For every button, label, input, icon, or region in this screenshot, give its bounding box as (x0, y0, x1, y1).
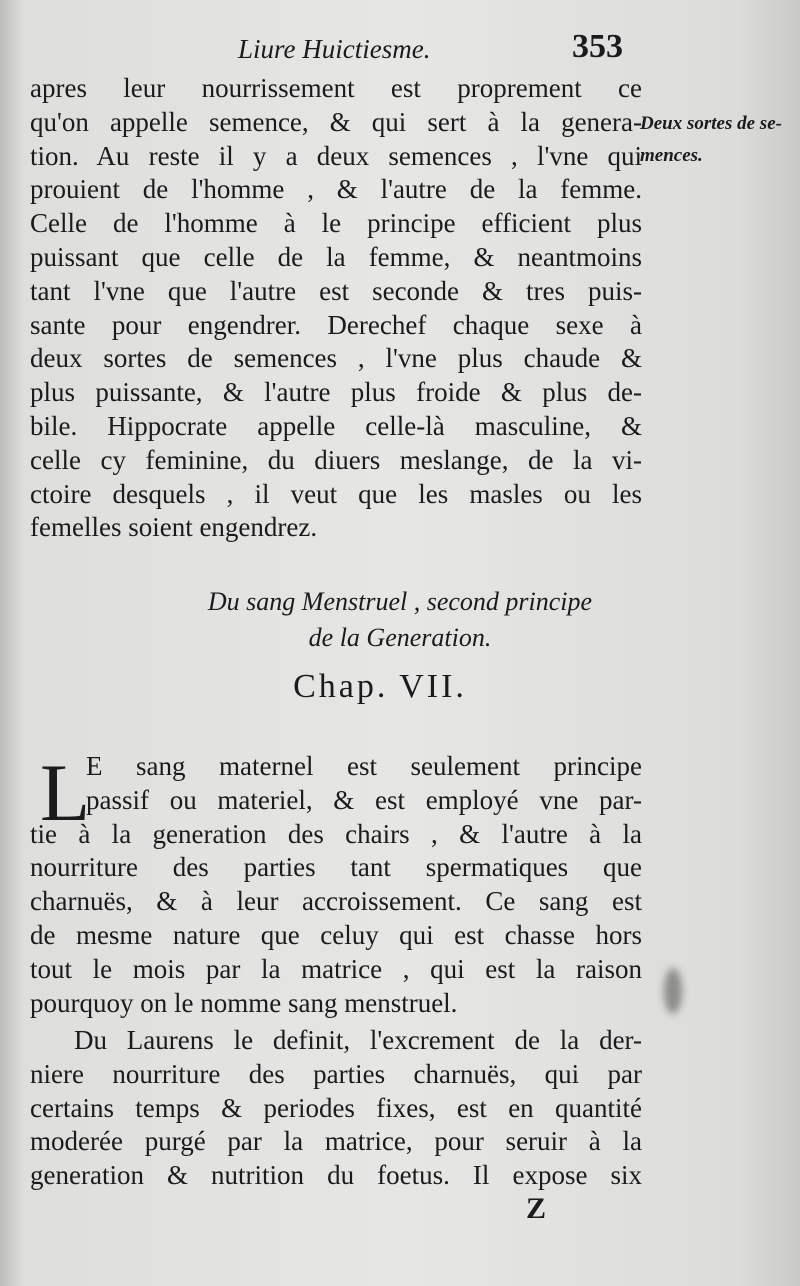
subheading-line: Du sang Menstruel , second principe (207, 587, 593, 616)
text-line: Celle de l'homme à le principe efficient plus (30, 208, 642, 239)
subheading-line: de la Generation. (308, 623, 492, 652)
text-line: celle cy feminine, du diuers meslange, de la vi- (30, 444, 642, 475)
text-line: prouient de l'homme , & l'autre de la femme. (30, 174, 642, 205)
page-number: 353 (572, 28, 623, 65)
text-line: bile. Hippocrate appelle celle-là masculine, & (30, 410, 642, 441)
text-line: nourriture des parties tant spermatiques que (30, 852, 642, 883)
drop-cap: L (40, 747, 91, 838)
text-line: deux sortes de semences , l'vne plus chaude & (30, 343, 642, 374)
paragraph-1 (30, 72, 642, 545)
text-line: ctoire desquels , il veut que les masles ou les (30, 478, 642, 509)
text-line: E sang maternel est seulement principe (86, 751, 642, 781)
text-line: charnuës, & à leur accroissement. Ce sang est (30, 886, 642, 917)
text-line: puissant que celle de la femme, & neantmoins (30, 241, 642, 272)
text-line: qu'on appelle semence, & qui sert à la genera- (30, 106, 642, 137)
ink-smudge (664, 968, 682, 1014)
paragraph-2 (30, 818, 642, 1021)
section-subheading (0, 584, 800, 656)
paragraph-2-indented (86, 750, 642, 818)
text-line: apres leur nourrissement est proprement ce (30, 73, 642, 103)
text-line: certains temps & periodes fixes, est en quantité (30, 1092, 642, 1123)
text-line: femelles soient engendrez. (30, 512, 318, 543)
text-line: Du Laurens le definit, l'excrement de la der- (74, 1025, 642, 1055)
text-line: generation & nutrition du foetus. Il expose six (30, 1160, 642, 1191)
text-line: de mesme nature que celuy qui est chasse hors (30, 919, 642, 950)
chapter-heading: Chap. VII. (293, 668, 467, 705)
margin-note (640, 108, 798, 172)
running-title: Liure Huictiesme. (238, 34, 431, 64)
text-line: tant l'vne que l'autre est seconde & tres puis- (30, 275, 642, 306)
paragraph-3 (30, 1024, 642, 1193)
running-head (0, 22, 800, 72)
text-line: plus puissante, & l'autre plus froide & plus de- (30, 377, 642, 408)
text-line: tout le mois par la matrice , qui est la raison (30, 953, 642, 984)
text-line: sante pour engendrer. Derechef chaque sexe à (30, 309, 642, 340)
text-line: pourquoy on le nomme sang menstruel. (30, 987, 458, 1018)
text-line: moderée purgé par la matrice, pour seruir à la (30, 1126, 642, 1157)
text-line: passif ou materiel, & est employé vne par- (86, 784, 642, 815)
text-line: tie à la generation des chairs , & l'autre à la (30, 818, 642, 849)
signature-mark: Z (526, 1192, 547, 1225)
text-line: tion. Au reste il y a deux semences , l'vne qui (30, 140, 642, 171)
margin-note-line: mences. (640, 145, 703, 166)
margin-note-line: Deux sortes de se- (640, 113, 782, 134)
text-line: niere nourriture des parties charnuës, qui par (30, 1058, 642, 1089)
